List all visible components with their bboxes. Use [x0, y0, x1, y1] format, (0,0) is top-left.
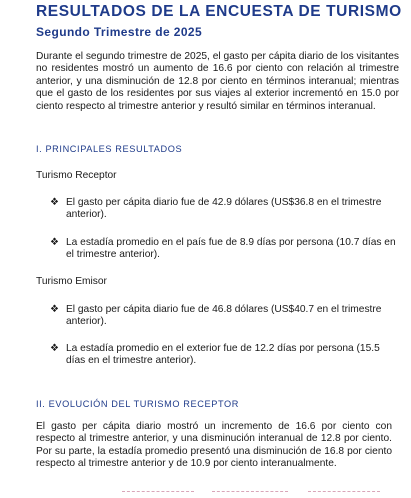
section-heading-principales: I. PRINCIPALES RESULTADOS	[36, 144, 183, 154]
evolution-paragraph: El gasto per cápita diario mostró un incremento de 16.6 por ciento con respecto al trimestre anterior, y una disminución interanual de 12.8 por ciento. Por su parte, la estadía promedio presentó una disminución de 16.8 por ciento respecto al trimestre anterior y de 10.9 por ciento interanualmente.	[36, 421, 392, 470]
bullet-diamond-icon: ❖	[50, 304, 59, 315]
section-heading-evolucion: II. EVOLUCIÓN DEL TURISMO RECEPTOR	[36, 399, 239, 409]
bullet-diamond-icon: ❖	[50, 237, 59, 248]
bullet-text: El gasto per cápita diario fue de 42.9 dólares (US$36.8 en el trimestre anterior).	[66, 197, 382, 221]
bullet-item	[50, 304, 400, 329]
bullet-text: La estadía promedio en el país fue de 8.9 días por persona (10.7 días en el trimestre anterior).	[66, 237, 396, 261]
bullet-diamond-icon: ❖	[50, 343, 59, 354]
bullet-item	[50, 237, 400, 262]
subheading-turismo-emisor: Turismo Emisor	[36, 276, 107, 287]
bullet-item	[50, 343, 400, 368]
intro-paragraph: Durante el segundo trimestre de 2025, el gasto per cápita diario de los visitantes no residentes mostró un aumento de 16.6 por ciento con relación al trimestre anterior, y una disminución de 12.8 por ciento en términos interanual; mientras que el gasto de los residentes por sus viajes al exterior incrementó en 15.0 por ciento respecto al trimestre anterior y resultó similar en términos interanual.	[36, 51, 399, 112]
footer-divider	[212, 491, 288, 492]
subheading-turismo-receptor: Turismo Receptor	[36, 170, 117, 181]
bullet-diamond-icon: ❖	[50, 197, 59, 208]
document-subtitle: Segundo Trimestre de 2025	[36, 25, 203, 39]
bullet-item	[50, 197, 400, 222]
document-title: RESULTADOS DE LA ENCUESTA DE TURISMO	[36, 3, 402, 20]
footer-divider	[122, 491, 194, 492]
footer-divider	[308, 491, 380, 492]
bullet-text: La estadía promedio en el exterior fue de 12.2 días por persona (15.5 días en el trimestre anterior).	[66, 343, 380, 367]
bullet-text: El gasto per cápita diario fue de 46.8 dólares (US$40.7 en el trimestre anterior).	[66, 304, 382, 328]
